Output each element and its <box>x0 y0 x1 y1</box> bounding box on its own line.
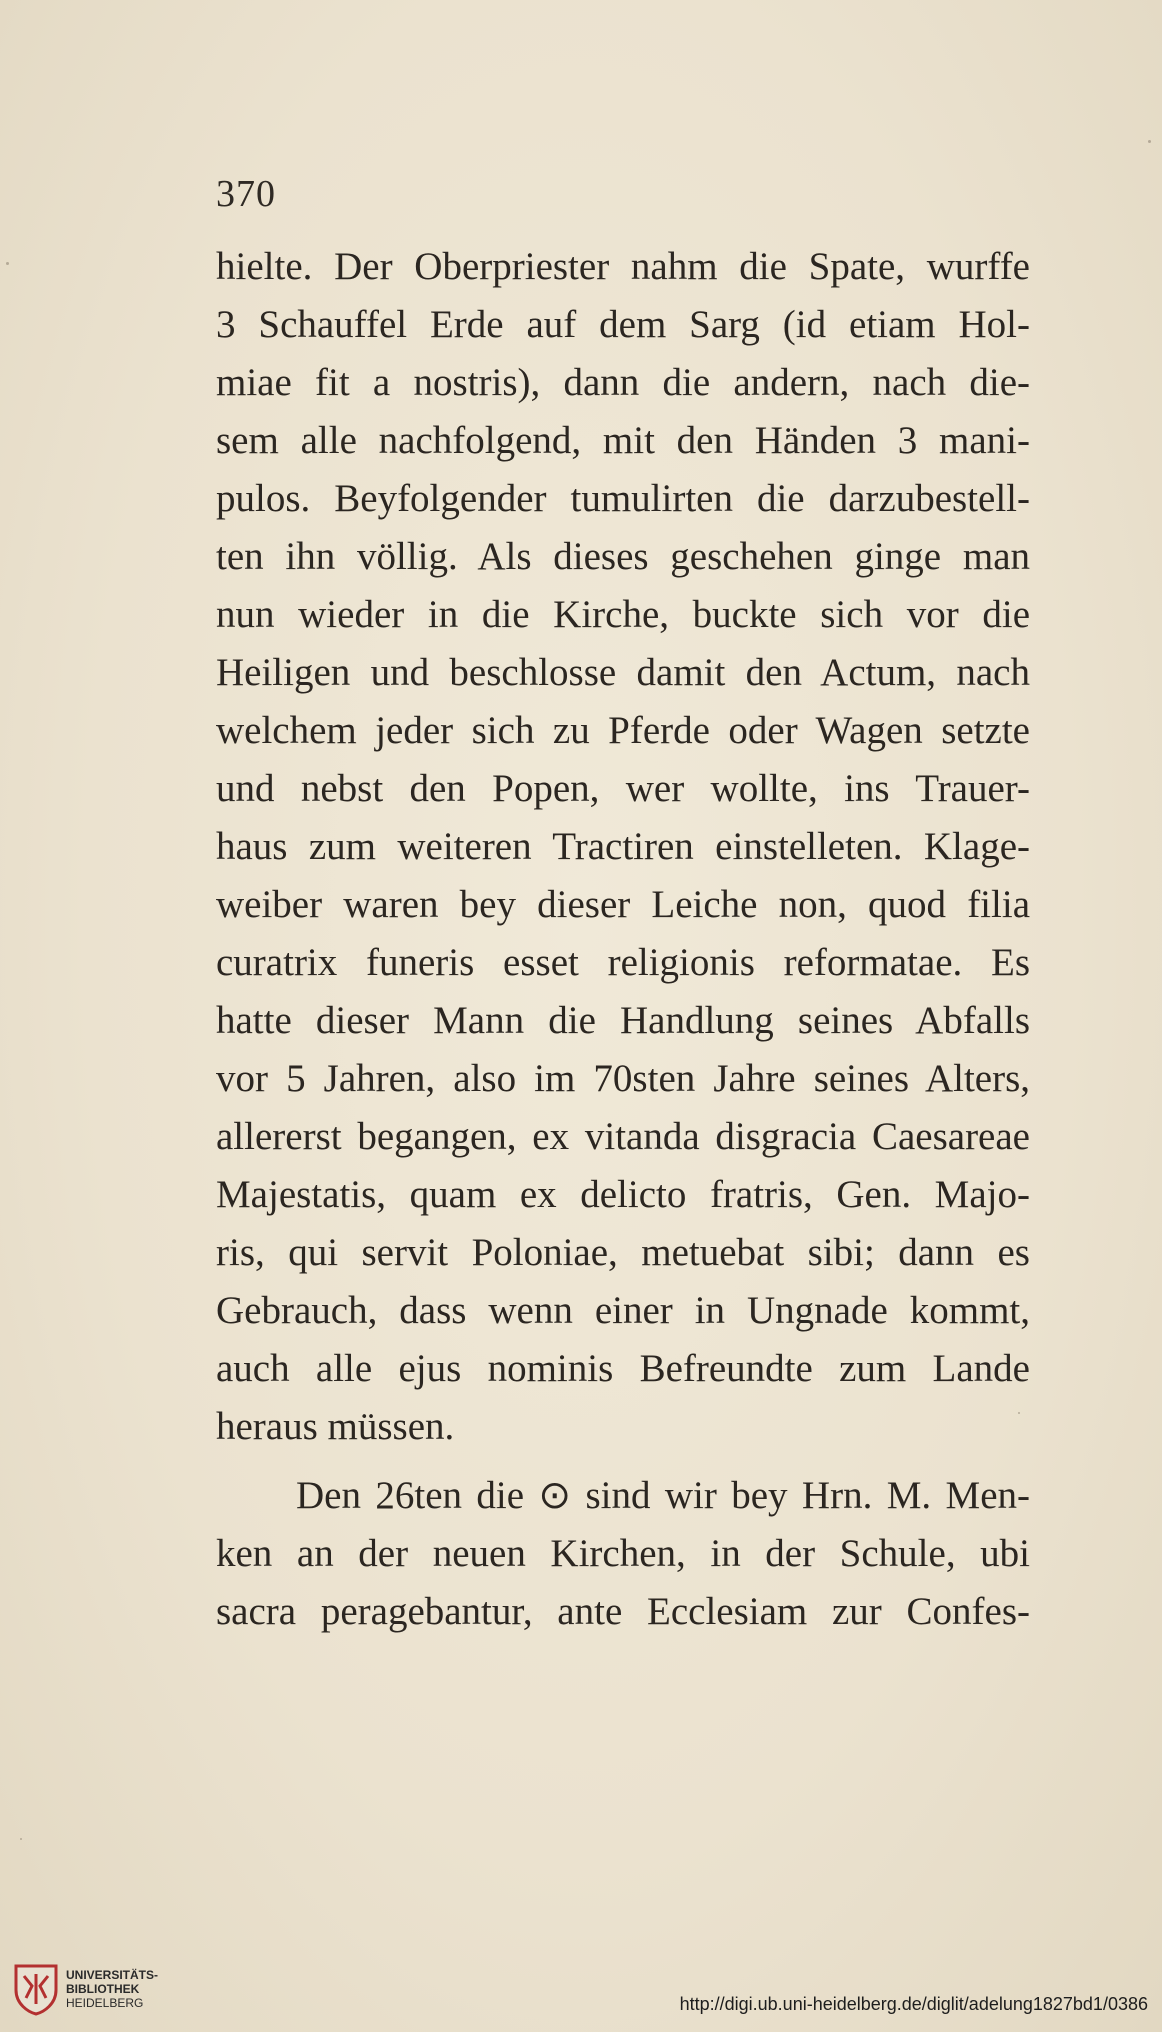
text-line: Gebrauch, dass wenn einer in Ungnade kommt, <box>216 1289 1030 1332</box>
library-seal-icon <box>12 1960 60 2016</box>
logo-text-line: BIBLIOTHEK <box>66 1982 140 1996</box>
library-logo-text <box>66 1968 158 2010</box>
paper-speck <box>1148 140 1151 143</box>
source-url-link[interactable]: http://digi.ub.uni-heidelberg.de/diglit/adelung1827bd1/0386 <box>679 1994 1148 2014</box>
text-line: ris, qui servit Poloniae, metuebat sibi; dann es <box>216 1231 1030 1274</box>
text-line: heraus müssen. <box>216 1405 455 1448</box>
paper-speck <box>6 262 9 265</box>
text-line: miae fit a nostris), dann die andern, nach die- <box>216 361 1030 404</box>
text-line: hatte dieser Mann die Handlung seines Abfalls <box>216 999 1030 1042</box>
text-line: welchem jeder sich zu Pferde oder Wagen setzte <box>216 709 1030 752</box>
text-line: auch alle ejus nominis Befreundte zum Lande <box>216 1347 1030 1390</box>
text-line: allererst begangen, ex vitanda disgracia Caesareae <box>216 1115 1030 1158</box>
text-line: curatrix funeris esset religionis reformatae. Es <box>216 941 1030 984</box>
text-line: pulos. Beyfolgender tumulirten die darzubestell- <box>216 477 1030 520</box>
logo-text-line: UNIVERSITÄTS- <box>66 1968 159 1982</box>
text-line: Heiligen und beschlosse damit den Actum, nach <box>216 651 1030 694</box>
logo-text-line: HEIDELBERG <box>66 1996 144 2010</box>
paper-speck <box>20 1838 22 1840</box>
text-line: vor 5 Jahren, also im 70sten Jahre seines Alters, <box>216 1057 1030 1100</box>
text-line: hielte. Der Oberpriester nahm die Spate, wurffe <box>216 245 1030 288</box>
text-line: sacra peragebantur, ante Ecclesiam zur Confes- <box>216 1590 1030 1633</box>
text-line: 3 Schauffel Erde auf dem Sarg (id etiam Hol- <box>216 303 1030 346</box>
page-number: 370 <box>216 173 276 215</box>
text-line: ken an der neuen Kirchen, in der Schule, ubi <box>216 1532 1030 1575</box>
text-line: ten ihn völlig. Als dieses geschehen ginge man <box>216 535 1030 578</box>
text-line: und nebst den Popen, wer wollte, ins Trauer- <box>216 767 1030 810</box>
text-line: Den 26ten die ⊙ sind wir bey Hrn. M. Men- <box>296 1474 1030 1517</box>
text-line: weiber waren bey dieser Leiche non, quod filia <box>216 883 1030 926</box>
paper-speck <box>1018 1412 1020 1414</box>
library-logo <box>12 1960 172 2020</box>
text-line: haus zum weiteren Tractiren einstelleten. Klage- <box>216 825 1030 868</box>
text-line: Majestatis, quam ex delicto fratris, Gen. Majo- <box>216 1173 1030 1216</box>
text-line: sem alle nachfolgend, mit den Händen 3 mani- <box>216 419 1030 462</box>
text-line: nun wieder in die Kirche, buckte sich vor die <box>216 593 1030 636</box>
